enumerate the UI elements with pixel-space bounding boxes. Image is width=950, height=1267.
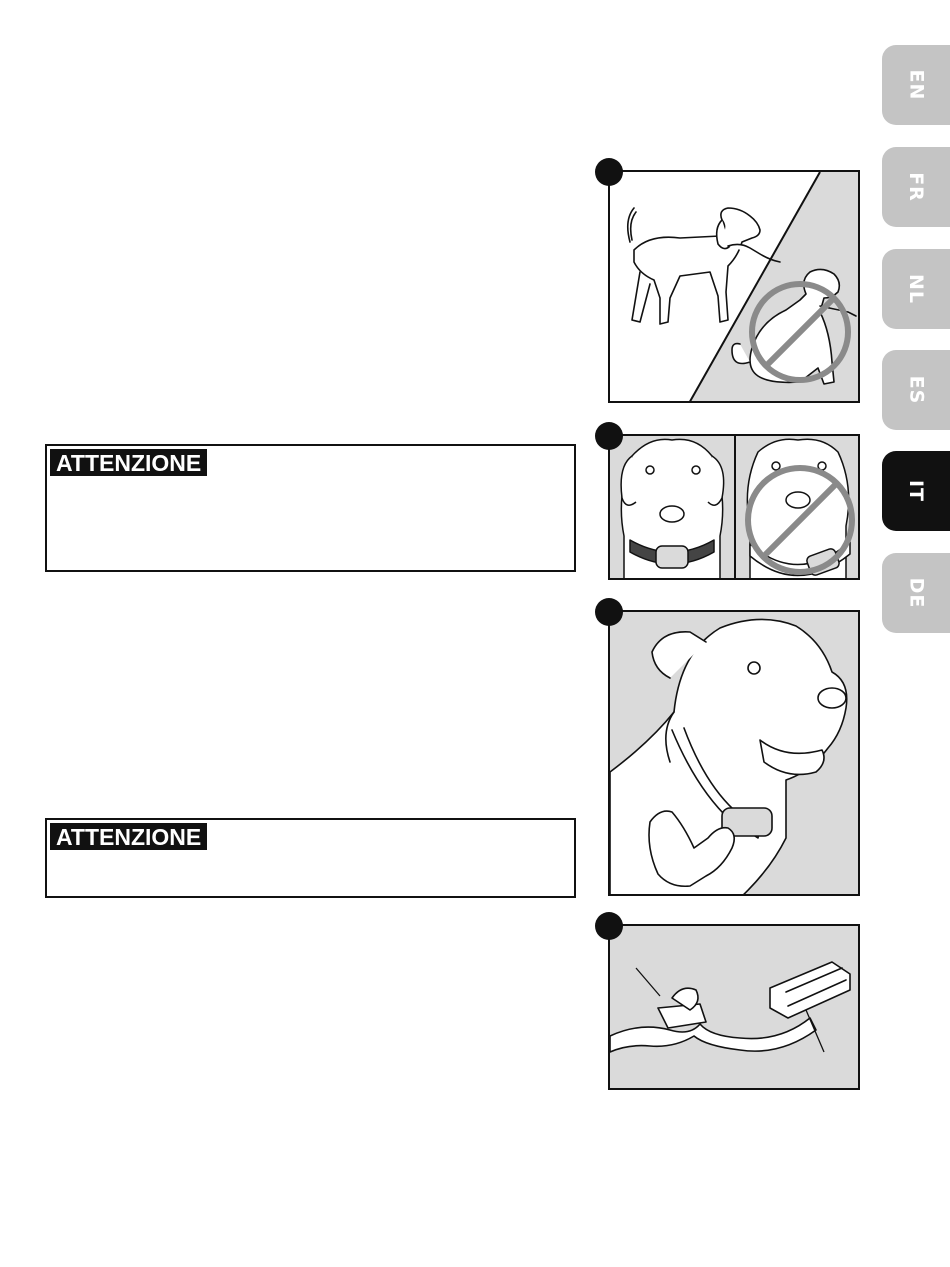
figure-1-collar-fit-posture bbox=[608, 170, 860, 403]
tab-fr[interactable] bbox=[882, 147, 950, 227]
tab-label: IT bbox=[905, 479, 927, 503]
tab-en[interactable] bbox=[882, 45, 950, 125]
tab-label: EN bbox=[904, 69, 927, 101]
tab-de[interactable] bbox=[882, 553, 950, 633]
tab-label: ES bbox=[904, 375, 927, 405]
tab-label: FR bbox=[904, 172, 927, 202]
tab-it[interactable] bbox=[882, 451, 950, 531]
dog-illustration bbox=[610, 612, 860, 896]
figure-4-marker bbox=[595, 912, 623, 940]
tab-label: DE bbox=[904, 577, 927, 609]
dog-illustration bbox=[610, 172, 860, 403]
collar-illustration bbox=[610, 926, 860, 1090]
tab-nl[interactable] bbox=[882, 249, 950, 329]
collar-illustration bbox=[610, 436, 860, 580]
warning-label: ATTENZIONE bbox=[50, 449, 207, 476]
figure-3-marker bbox=[595, 598, 623, 626]
figure-1-marker bbox=[595, 158, 623, 186]
warning-box-1 bbox=[45, 444, 576, 572]
figure-3-collar-fit-check bbox=[608, 610, 860, 896]
warning-label: ATTENZIONE bbox=[50, 823, 207, 850]
figure-2-marker bbox=[595, 422, 623, 450]
figure-2-collar-tightness bbox=[608, 434, 860, 580]
tab-es[interactable] bbox=[882, 350, 950, 430]
warning-box-2 bbox=[45, 818, 576, 898]
figure-4-collar-strap bbox=[608, 924, 860, 1090]
tab-label: NL bbox=[904, 273, 927, 305]
